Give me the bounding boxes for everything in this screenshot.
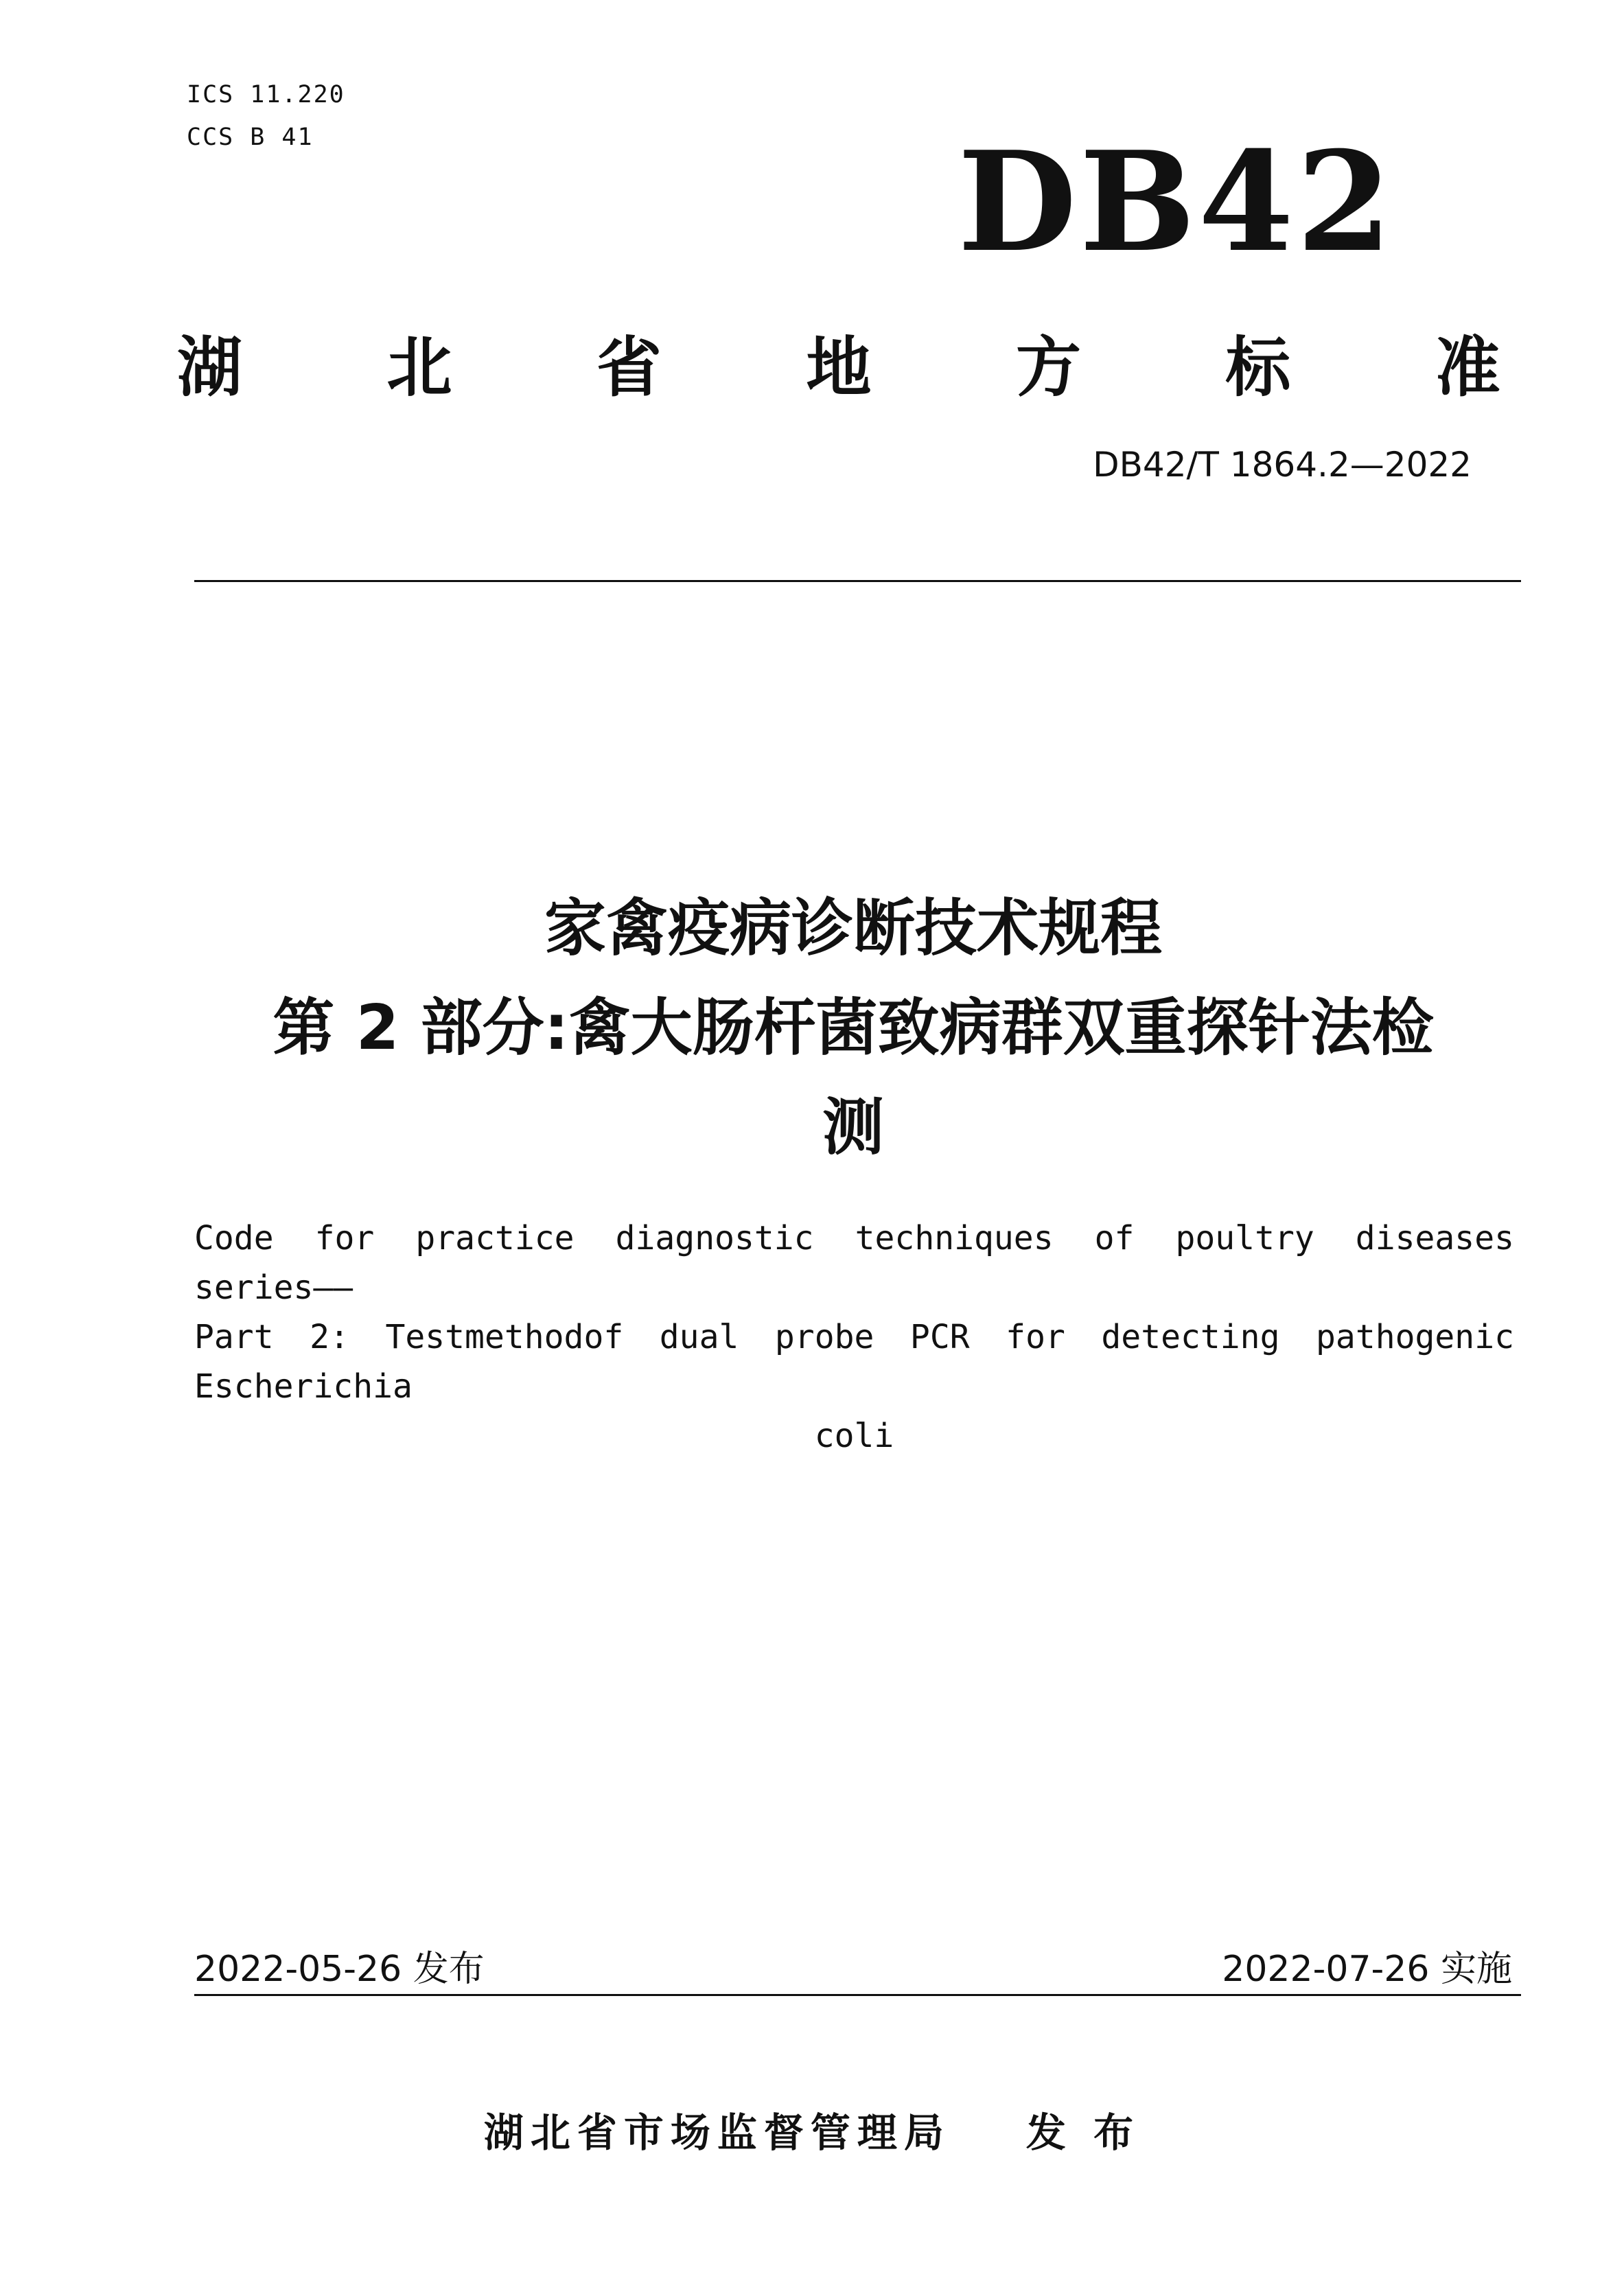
- implementation-date: 2022-07-26 实施: [1222, 1949, 1512, 1990]
- standard-type-char: 北: [386, 330, 452, 406]
- issue-date: 2022-05-26 发布: [194, 1949, 485, 1990]
- header-divider: [194, 580, 1521, 582]
- footer-divider: [194, 1994, 1521, 1996]
- standard-type-heading: [177, 316, 1500, 409]
- standard-type-char: 省: [596, 330, 662, 406]
- chinese-title-line: 家禽疫病诊断技术规程: [544, 892, 1162, 964]
- standard-type-char: 准: [1435, 330, 1500, 406]
- chinese-title-line: 测: [822, 1091, 884, 1163]
- standard-type-char: 标: [1225, 330, 1291, 406]
- publisher-name: 湖北省市场监督管理局: [483, 2109, 951, 2156]
- chinese-title: [192, 879, 1514, 1177]
- standard-type-char: 地: [806, 330, 872, 406]
- english-title-line: Part 2: Testmethodof dual probe PCR for detecting pathogenic Escherichia: [194, 1318, 1514, 1406]
- publish-action: 发 布: [1025, 2109, 1141, 2156]
- english-title-line: coli: [814, 1417, 894, 1455]
- publisher: [0, 2100, 1624, 2158]
- standard-type-char: 方: [1015, 330, 1081, 406]
- ics-code: ICS 11.220: [187, 81, 345, 108]
- ccs-code: CCS B 41: [187, 124, 314, 151]
- english-title: [194, 1214, 1514, 1461]
- chinese-title-line: 第 2 部分:禽大肠杆菌致病群双重探针法检: [272, 992, 1434, 1064]
- standard-code-logo: DB42: [958, 121, 1395, 283]
- standard-type-char: 湖: [177, 330, 243, 406]
- standard-number: DB42/T 1864.2—2022: [1093, 445, 1472, 485]
- english-title-line: Code for practice diagnostic techniques of poultry diseases series——: [194, 1219, 1514, 1307]
